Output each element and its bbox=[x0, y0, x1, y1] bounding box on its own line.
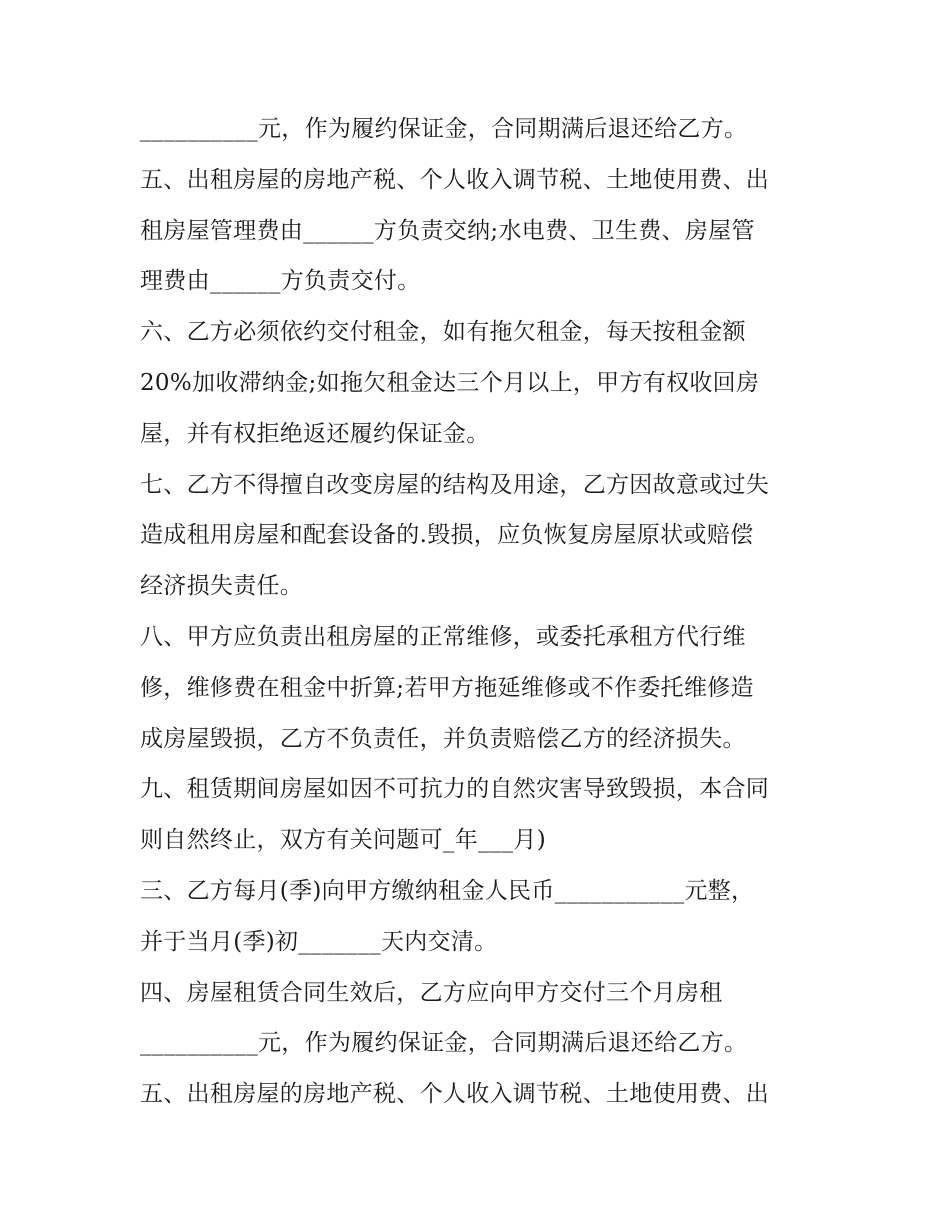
text-line: 成房屋毁损，乙方不负责任，并负责赔偿乙方的经济损失。 bbox=[140, 725, 746, 752]
text-line: 并于当月(季)初_______天内交清。 bbox=[140, 928, 498, 955]
text-line: __________元，作为履约保证金，合同期满后退还给乙方。 bbox=[140, 116, 748, 142]
text-line: __________元，作为履约保证金，合同期满后退还给乙方。 bbox=[140, 1030, 748, 1057]
text-line: 五、出租房屋的房地产税、个人收入调节税、土地使用费、出 bbox=[140, 166, 770, 193]
text-line: 20%加收滞纳金;如拖欠租金达三个月以上，甲方有权收回房 bbox=[140, 369, 760, 396]
contract-text-body bbox=[140, 104, 820, 1120]
text-line: 则自然终止，双方有关问题可_年___月) bbox=[140, 827, 546, 854]
text-line: 五、出租房屋的房地产税、个人收入调节税、土地使用费、出 bbox=[140, 1081, 770, 1108]
text-line: 修，维修费在租金中折算;若甲方拖延维修或不作委托维修造 bbox=[140, 674, 754, 701]
text-line: 三、乙方每月(季)向甲方缴纳租金人民币___________元整， bbox=[140, 877, 755, 904]
text-line: 八、甲方应负责出租房屋的正常维修，或委托承租方代行维 bbox=[140, 623, 746, 650]
text-line: 九、租赁期间房屋如因不可抗力的自然灾害导致毁损，本合同 bbox=[140, 776, 770, 803]
text-line: 租房屋管理费由______方负责交纳;水电费、卫生费、房屋管 bbox=[140, 217, 755, 244]
text-line: 四、房屋租赁合同生效后，乙方应向甲方交付三个月房租 bbox=[140, 979, 723, 1006]
text-line: 六、乙方必须依约交付租金，如有拖欠租金，每天按租金额 bbox=[140, 319, 746, 346]
text-line: 七、乙方不得擅自改变房屋的结构及用途，乙方因故意或过失 bbox=[140, 471, 770, 498]
text-line: 理费由______方负责交付。 bbox=[140, 268, 421, 295]
text-line: 经济损失责任。 bbox=[140, 573, 304, 600]
text-line: 造成租用房屋和配套设备的.毁损，应负恢复房屋原状或赔偿 bbox=[140, 522, 754, 549]
text-line: 屋，并有权拒绝返还履约保证金。 bbox=[140, 420, 490, 447]
